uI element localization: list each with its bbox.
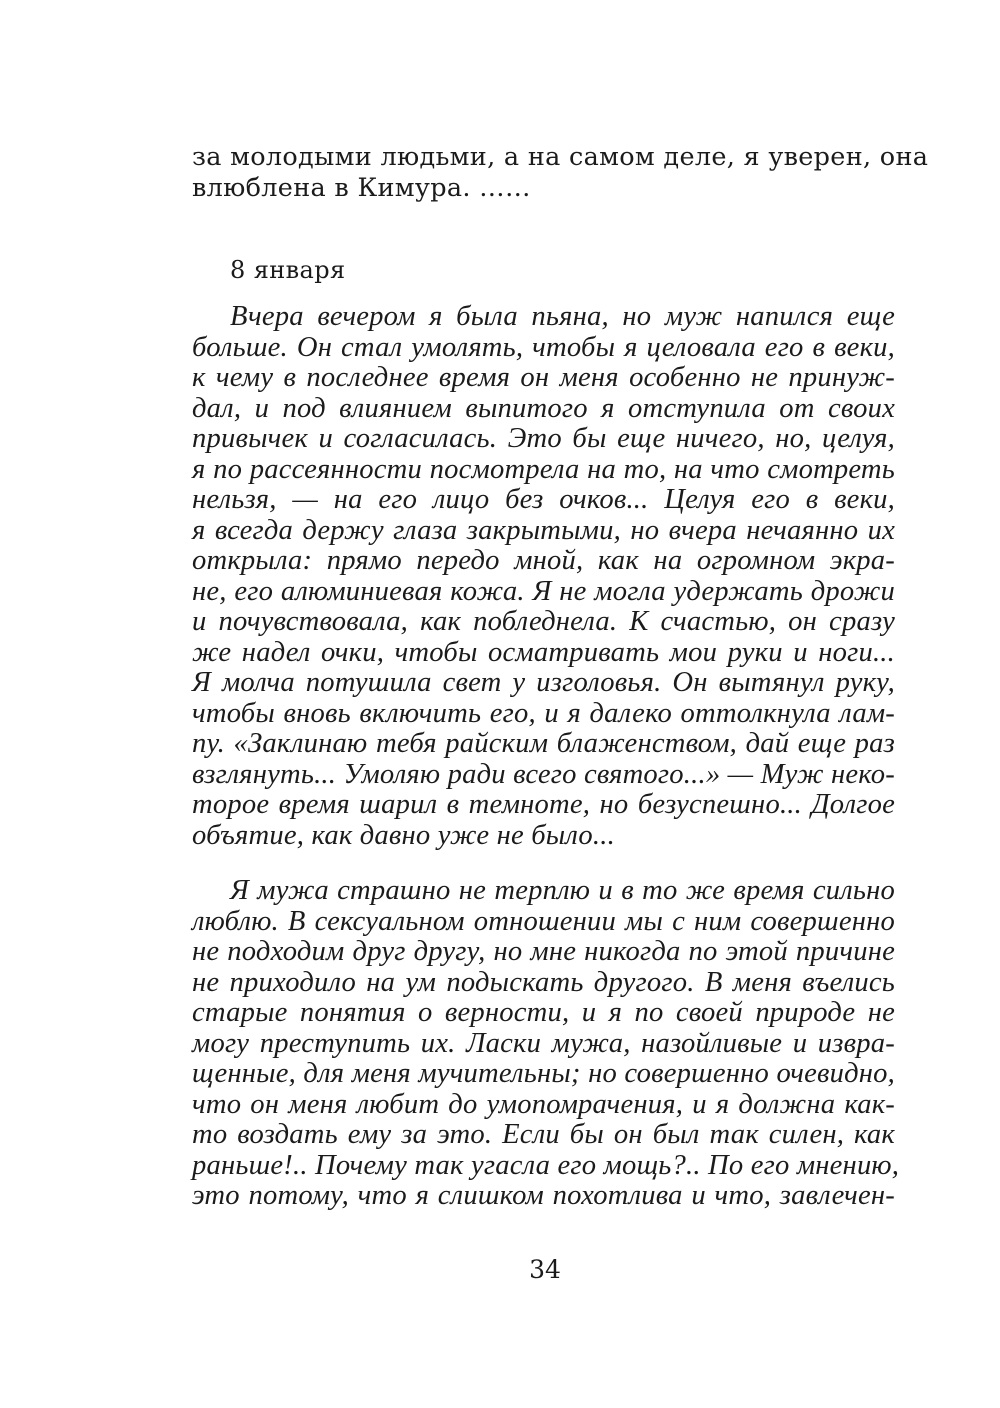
text-line: Я молча потушила свет у изголовья. Он вытянул руку,	[192, 667, 895, 698]
text-line: нельзя, — на его лицо без очков... Целуя его в веки,	[192, 484, 895, 515]
diary-paragraph-2	[192, 875, 900, 1212]
text-line: не, его алюминиевая кожа. Я не могла удержать дрожи	[192, 575, 895, 607]
text-line: не подходим друг другу, но мне никогда по этой причине	[192, 936, 895, 967]
text-line: открыла: прямо передо мной, как на огромном экра-	[192, 545, 895, 576]
text-line: и почувствовала, как побледнела. К счастью, он сразу	[192, 606, 895, 637]
intro-text	[192, 142, 929, 203]
text-line: чтобы вновь включить его, и я далеко оттолкнула лам-	[192, 697, 895, 729]
text-line: Вчера вечером я была пьяна, но муж напился еще	[230, 301, 895, 332]
text-line: старые понятия о верности, и я по своей природе не	[192, 997, 895, 1028]
text-line: привычек и согласилась. Это бы еще ничего, но, целуя,	[192, 423, 895, 454]
text-line: больше. Он стал умолять, чтобы я целовала его в веки,	[192, 331, 895, 363]
diary-entry-date: 8 января	[230, 256, 346, 284]
text-line: взглянуть... Умоляю ради всего святого...» — Муж неко-	[192, 758, 895, 790]
text-line: к чему в последнее время он меня особенно не принуж-	[192, 362, 895, 393]
text-line: я по рассеянности посмотрела на то, на что смотреть	[192, 453, 895, 485]
text-line: Я мужа страшно не терплю и в то же время сильно	[230, 875, 895, 906]
text-line: дал, и под влиянием выпитого я отступила от своих	[192, 392, 895, 424]
text-line: за молодыми людьми, а на самом деле, я уверен, она	[192, 142, 929, 172]
text-line: это потому, что я слишком похотлива и что, завлечен-	[192, 1180, 895, 1211]
text-line: не приходило на ум подыскать другого. В меня въелись	[192, 966, 895, 998]
text-line: влюблена в Кимура. ……	[192, 172, 531, 203]
text-line: могу преступить их. Ласки мужа, назойливые и извра-	[192, 1027, 895, 1059]
text-line: же надел очки, чтобы осматривать мои руки и ноги...	[192, 636, 895, 668]
text-line: что он меня любит до умопомрачения, и я должна как-	[192, 1088, 895, 1120]
text-line: щенные, для меня мучительны; но совершенно очевидно,	[192, 1058, 895, 1089]
diary-paragraph-1	[192, 302, 895, 851]
text-line: я всегда держу глаза закрытыми, но вчера нечаянно их	[192, 514, 895, 546]
text-line: объятие, как давно уже не было...	[192, 819, 615, 851]
text-line: торое время шарил в темноте, но безуспешно... Долгое	[192, 789, 895, 820]
text-line: люблю. В сексуальном отношении мы с ним совершенно	[192, 905, 895, 937]
page-number: 34	[529, 1255, 561, 1284]
text-line: раньше!.. Почему так угасла его мощь?.. По его мнению,	[192, 1149, 900, 1181]
text-line: то воздать ему за это. Если бы он был так силен, как	[192, 1119, 895, 1150]
text-line: пу. «Заклинаю тебя райским блаженством, дай еще раз	[192, 728, 895, 759]
